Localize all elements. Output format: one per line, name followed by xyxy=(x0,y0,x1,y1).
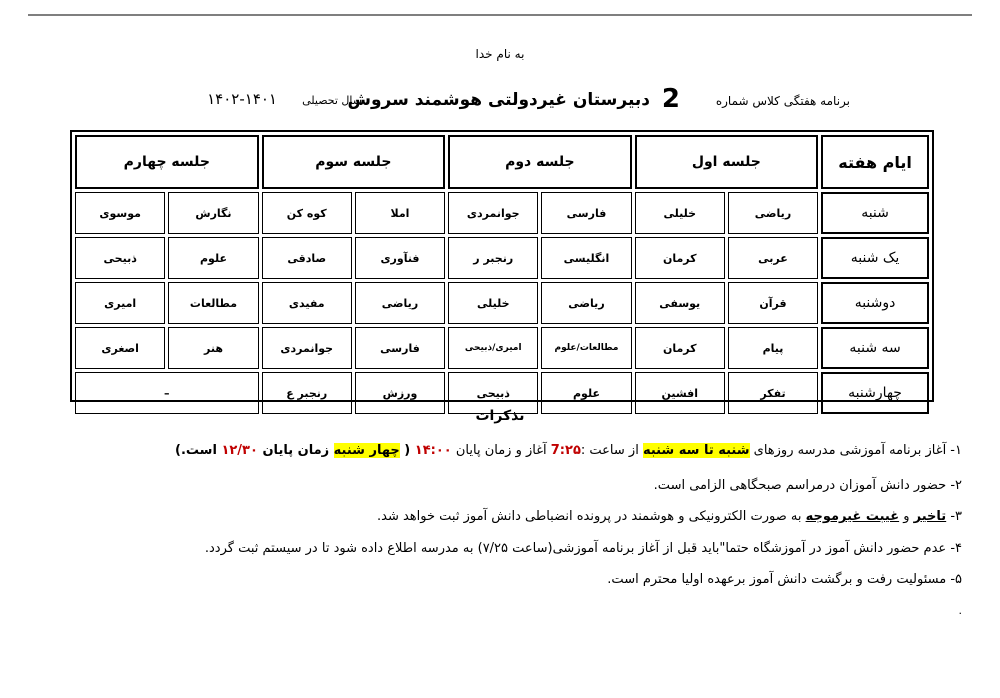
table-cell: ذبیحی xyxy=(75,237,165,279)
note-1 xyxy=(175,443,962,458)
table-cell: هنر xyxy=(168,327,258,369)
table-cell: رنجبر ع xyxy=(262,372,352,414)
table-cell: انگلیسی xyxy=(541,237,631,279)
year-value: ۱۴۰۲-۱۴۰۱ xyxy=(207,90,277,108)
school-name: دبیرستان غیردولتی هوشمند سروش xyxy=(347,90,650,110)
day-cell: دوشنبه xyxy=(821,282,929,324)
table-cell: مفیدی xyxy=(262,282,352,324)
table-cell: ریاضی xyxy=(355,282,445,324)
day-cell: چهارشنبه xyxy=(821,372,929,414)
table-cell: رنجبر ر xyxy=(448,237,538,279)
table-cell: ورزش xyxy=(355,372,445,414)
lateness-term: تاخیر xyxy=(913,509,947,524)
highlight-days: شنبه تا سه شنبه xyxy=(642,443,750,458)
table-cell: یوسفی xyxy=(635,282,725,324)
note-2: ۲- حضور دانش آموزان درمراسم صبحگاهی الزامی است. xyxy=(653,478,962,493)
start-time: 7:۲۵ xyxy=(550,443,581,458)
table-cell: صادقی xyxy=(262,237,352,279)
table-cell: فنآوری xyxy=(355,237,445,279)
table-cell: قرآن xyxy=(728,282,818,324)
note-3-text: ۳- xyxy=(946,509,962,524)
table-row xyxy=(75,237,929,279)
table-cell: مطالعات/علوم xyxy=(541,327,631,369)
table-cell: نگارش xyxy=(168,192,258,234)
table-cell: عربی xyxy=(728,237,818,279)
note-1-text: است.) xyxy=(175,443,222,458)
program-label: برنامه هفتگی کلاس شماره xyxy=(715,94,850,108)
table-cell: مطالعات xyxy=(168,282,258,324)
note-3 xyxy=(377,509,962,524)
table-cell: علوم xyxy=(541,372,631,414)
notes-title: تذکرات xyxy=(475,408,525,424)
table-cell: امیری xyxy=(75,282,165,324)
header-days: ایام هفته xyxy=(821,135,929,189)
table-cell: تفکر xyxy=(728,372,818,414)
table-cell: کرمان xyxy=(635,237,725,279)
note-3-text: و xyxy=(899,509,914,524)
table-cell: ریاضی xyxy=(728,192,818,234)
table-cell: جوانمردی xyxy=(448,192,538,234)
table-cell: کوه کن xyxy=(262,192,352,234)
table-cell: ریاضی xyxy=(541,282,631,324)
wednesday-end-time: ۱۲/۳۰ xyxy=(221,443,258,458)
table-cell: املا xyxy=(355,192,445,234)
note-1-text: از ساعت : xyxy=(580,443,643,458)
bismillah: به نام خدا xyxy=(475,47,525,61)
table-cell: فارسی xyxy=(541,192,631,234)
end-time: ۱۴:۰۰ xyxy=(414,443,452,458)
note-4: ۴- عدم حضور دانش آموز در آموزشگاه حتما"باید قبل از آغاز برنامه آموزشی(ساعت ۷/۲۵) به مدرسه اطلاع داده شود تا در سیستم ثبت گردد. xyxy=(204,541,962,556)
table-cell: جوانمردی xyxy=(262,327,352,369)
top-rule xyxy=(28,14,972,16)
day-cell: شنبه xyxy=(821,192,929,234)
table-cell: افشین xyxy=(635,372,725,414)
document-header xyxy=(170,86,850,112)
table-cell: خلیلی xyxy=(448,282,538,324)
table-row xyxy=(75,282,929,324)
header-session-1: جلسه اول xyxy=(635,135,819,189)
table-cell: امیری/ذبیحی xyxy=(448,327,538,369)
day-cell: سه شنبه xyxy=(821,327,929,369)
table-cell: علوم xyxy=(168,237,258,279)
note-3-text: به صورت الکترونیکی و هوشمند در پرونده انضباطی دانش آموز ثبت خواهد شد. xyxy=(377,509,806,524)
header-session-2: جلسه دوم xyxy=(448,135,632,189)
note-5: ۵- مسئولیت رفت و برگشت دانش آموز برعهده اولیا محترم است. xyxy=(607,572,962,587)
table-cell: فارسی xyxy=(355,327,445,369)
highlight-wednesday: چهار شنبه xyxy=(333,443,400,458)
table-cell: خلیلی xyxy=(635,192,725,234)
table-row xyxy=(75,192,929,234)
table-cell: ذبیحی xyxy=(448,372,538,414)
table-row xyxy=(75,327,929,369)
header-session-4: جلسه چهارم xyxy=(75,135,259,189)
table-cell: موسوی xyxy=(75,192,165,234)
table-cell: پیام xyxy=(728,327,818,369)
header-session-3: جلسه سوم xyxy=(262,135,446,189)
day-cell: یک شنبه xyxy=(821,237,929,279)
table-cell: اصغری xyxy=(75,327,165,369)
note-1-text: آغاز و زمان پایان xyxy=(451,443,551,458)
note-1-text: زمان پایان xyxy=(257,443,334,458)
class-number: 2 xyxy=(661,84,680,114)
note-6: . xyxy=(958,604,962,617)
note-1-text: ۱- آغاز برنامه آموزشی مدرسه روزهای xyxy=(749,443,962,458)
table-cell: کرمان xyxy=(635,327,725,369)
table-cell-merged: – xyxy=(75,372,259,414)
weekly-schedule-table xyxy=(70,130,934,402)
note-1-text: ( xyxy=(399,443,415,458)
absence-term: غیبت غیرموجه xyxy=(805,509,900,524)
year-label: سال تحصیلی xyxy=(302,94,362,107)
